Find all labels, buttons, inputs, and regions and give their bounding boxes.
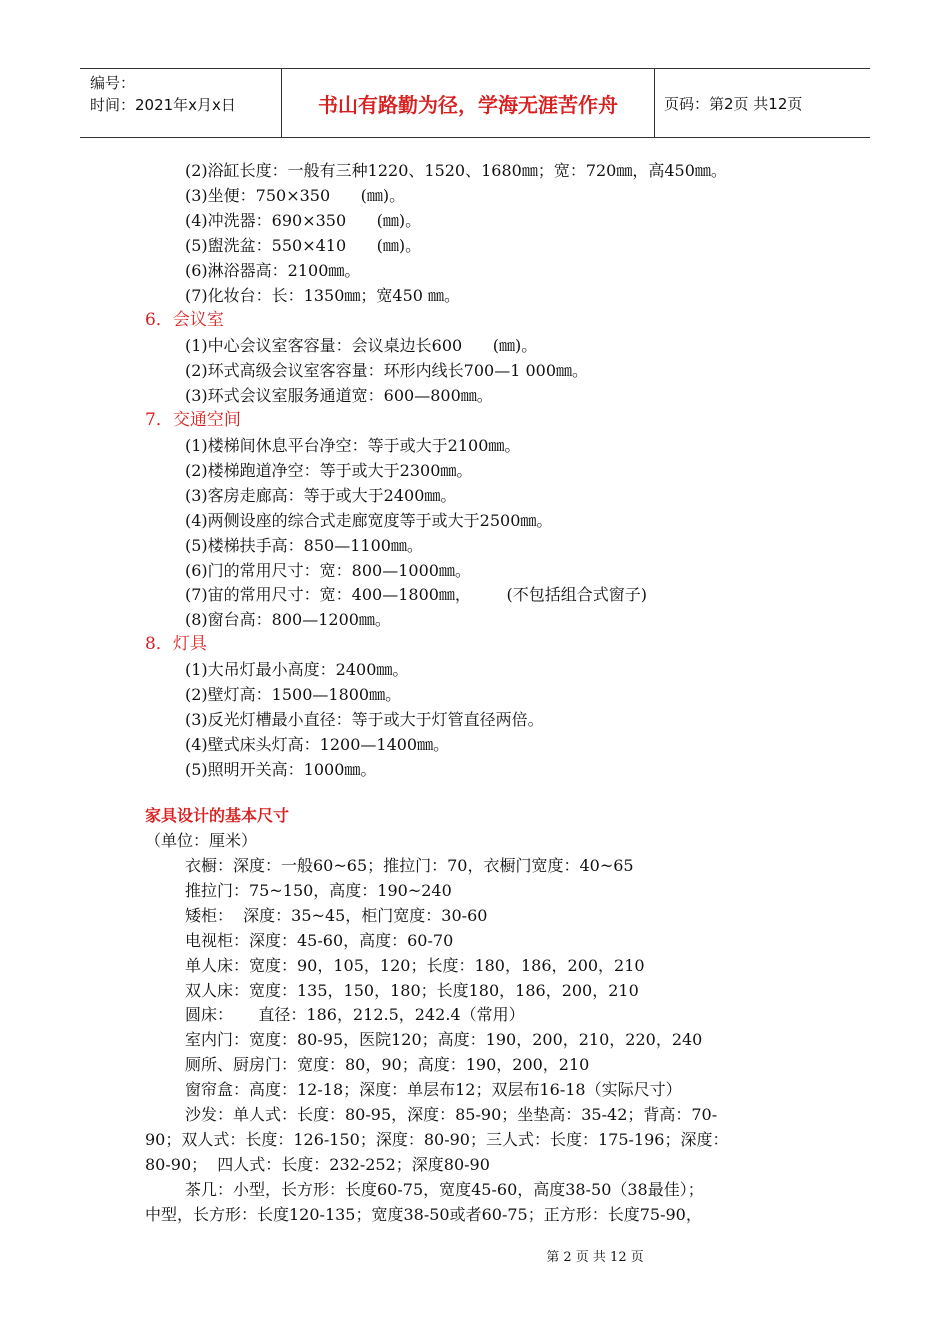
furniture-item: 圆床： 直径：186，212.5，242.4（常用） <box>185 1005 525 1024</box>
bath-item: (3)坐便：750×350 (㎜)。 <box>185 186 406 205</box>
page-footer: 第 2 页 共 12 页 <box>546 1250 644 1265</box>
furniture-item: 推拉门：75~150，高度：190~240 <box>185 881 452 900</box>
tea-table-line: 中型，长方形：长度120-135；宽度38-50或者60-75；正方形：长度75-90， <box>145 1205 702 1224</box>
section-heading-meeting-room: 6．会议室 <box>145 310 224 330</box>
sofa-line: 80-90； 四人式：长度：232-252；深度80-90 <box>145 1155 490 1174</box>
traffic-item: (4)两侧设座的综合式走廊宽度等于或大于2500㎜。 <box>185 511 553 530</box>
traffic-item: (6)门的常用尺寸：宽：800—1000㎜。 <box>185 561 471 580</box>
sofa-line: 90；双人式：长度：126-150；深度：80-90；三人式：长度：175-196；深度： <box>145 1130 729 1149</box>
lighting-item: (2)壁灯高：1500—1800㎜。 <box>185 685 402 704</box>
tea-table-line: 茶几：小型，长方形：长度60-75，宽度45-60，高度38-50（38最佳）； <box>185 1180 704 1199</box>
header-meta <box>80 69 282 137</box>
lighting-item: (1)大吊灯最小高度：2400㎜。 <box>185 660 409 679</box>
furniture-item: 厕所、厨房门：宽度：80，90；高度：190，200，210 <box>185 1055 590 1074</box>
lighting-item: (4)壁式床头灯高：1200—1400㎜。 <box>185 735 450 754</box>
page-header <box>80 68 870 138</box>
traffic-item: (5)楼梯扶手高：850—1100㎜。 <box>185 536 423 555</box>
traffic-item: (8)窗台高：800—1200㎜。 <box>185 610 391 629</box>
furniture-unit: （单位：厘米） <box>145 831 258 850</box>
traffic-item: (2)楼梯跑道净空：等于或大于2300㎜。 <box>185 461 473 480</box>
section-heading-lighting: 8．灯具 <box>145 634 207 654</box>
section-heading-traffic-space: 7．交通空间 <box>145 410 241 430</box>
header-page: 页码：第2页 共12页 <box>664 94 803 113</box>
meeting-item: (2)环式高级会议室客容量：环形内线长700—1 000㎜。 <box>185 361 589 380</box>
meeting-item: (3)环式会议室服务通道宽：600—800㎜。 <box>185 386 493 405</box>
furniture-item: 电视柜：深度：45-60，高度：60-70 <box>185 931 454 950</box>
furniture-item: 衣橱：深度：一般60~65；推拉门：70，衣橱门宽度：40~65 <box>185 856 634 875</box>
bath-item: (5)盥洗盆：550×410 (㎜)。 <box>185 236 422 255</box>
bath-item: (7)化妆台：长：1350㎜；宽450 ㎜。 <box>185 286 461 305</box>
traffic-item: (1)楼梯间休息平台净空：等于或大于2100㎜。 <box>185 436 521 455</box>
traffic-item: (7)宙的常用尺寸：宽：400—1800㎜， (不包括组合式窗子) <box>185 585 648 604</box>
furniture-item: 室内门：宽度：80-95，医院120；高度：190，200，210，220，240 <box>185 1030 703 1049</box>
lighting-item: (5)照明开关高：1000㎜。 <box>185 760 377 779</box>
header-motto: 书山有路勤为径，学海无涯苦作舟 <box>282 69 655 137</box>
sofa-line: 沙发：单人式：长度：80-95，深度：85-90；坐垫高：35-42；背高：70- <box>185 1105 718 1124</box>
furniture-title: 家具设计的基本尺寸 <box>145 806 290 825</box>
meeting-item: (1)中心会议室客容量：会议桌边长600 (㎜)。 <box>185 336 538 355</box>
bath-item: (4)冲洗器：690×350 (㎜)。 <box>185 211 422 230</box>
furniture-item: 矮柜： 深度：35~45，柜门宽度：30-60 <box>185 906 488 925</box>
header-number: 编号： <box>90 74 136 92</box>
furniture-item: 单人床：宽度：90，105，120；长度：180，186，200，210 <box>185 956 645 975</box>
furniture-item: 窗帘盒：高度：12-18；深度：单层布12；双层布16-18（实际尺寸） <box>185 1080 682 1099</box>
traffic-item: (3)客房走廊高：等于或大于2400㎜。 <box>185 486 457 505</box>
bath-item: (6)淋浴器高：2100㎜。 <box>185 261 361 280</box>
lighting-item: (3)反光灯槽最小直径：等于或大于灯管直径两倍。 <box>185 710 544 729</box>
furniture-item: 双人床：宽度：135，150，180；长度180，186，200，210 <box>185 981 639 1000</box>
bath-item: (2)浴缸长度：一般有三种1220、1520、1680㎜；宽：720㎜，高450㎜。 <box>185 161 727 180</box>
header-time: 时间：2021年x月x日 <box>90 96 236 114</box>
